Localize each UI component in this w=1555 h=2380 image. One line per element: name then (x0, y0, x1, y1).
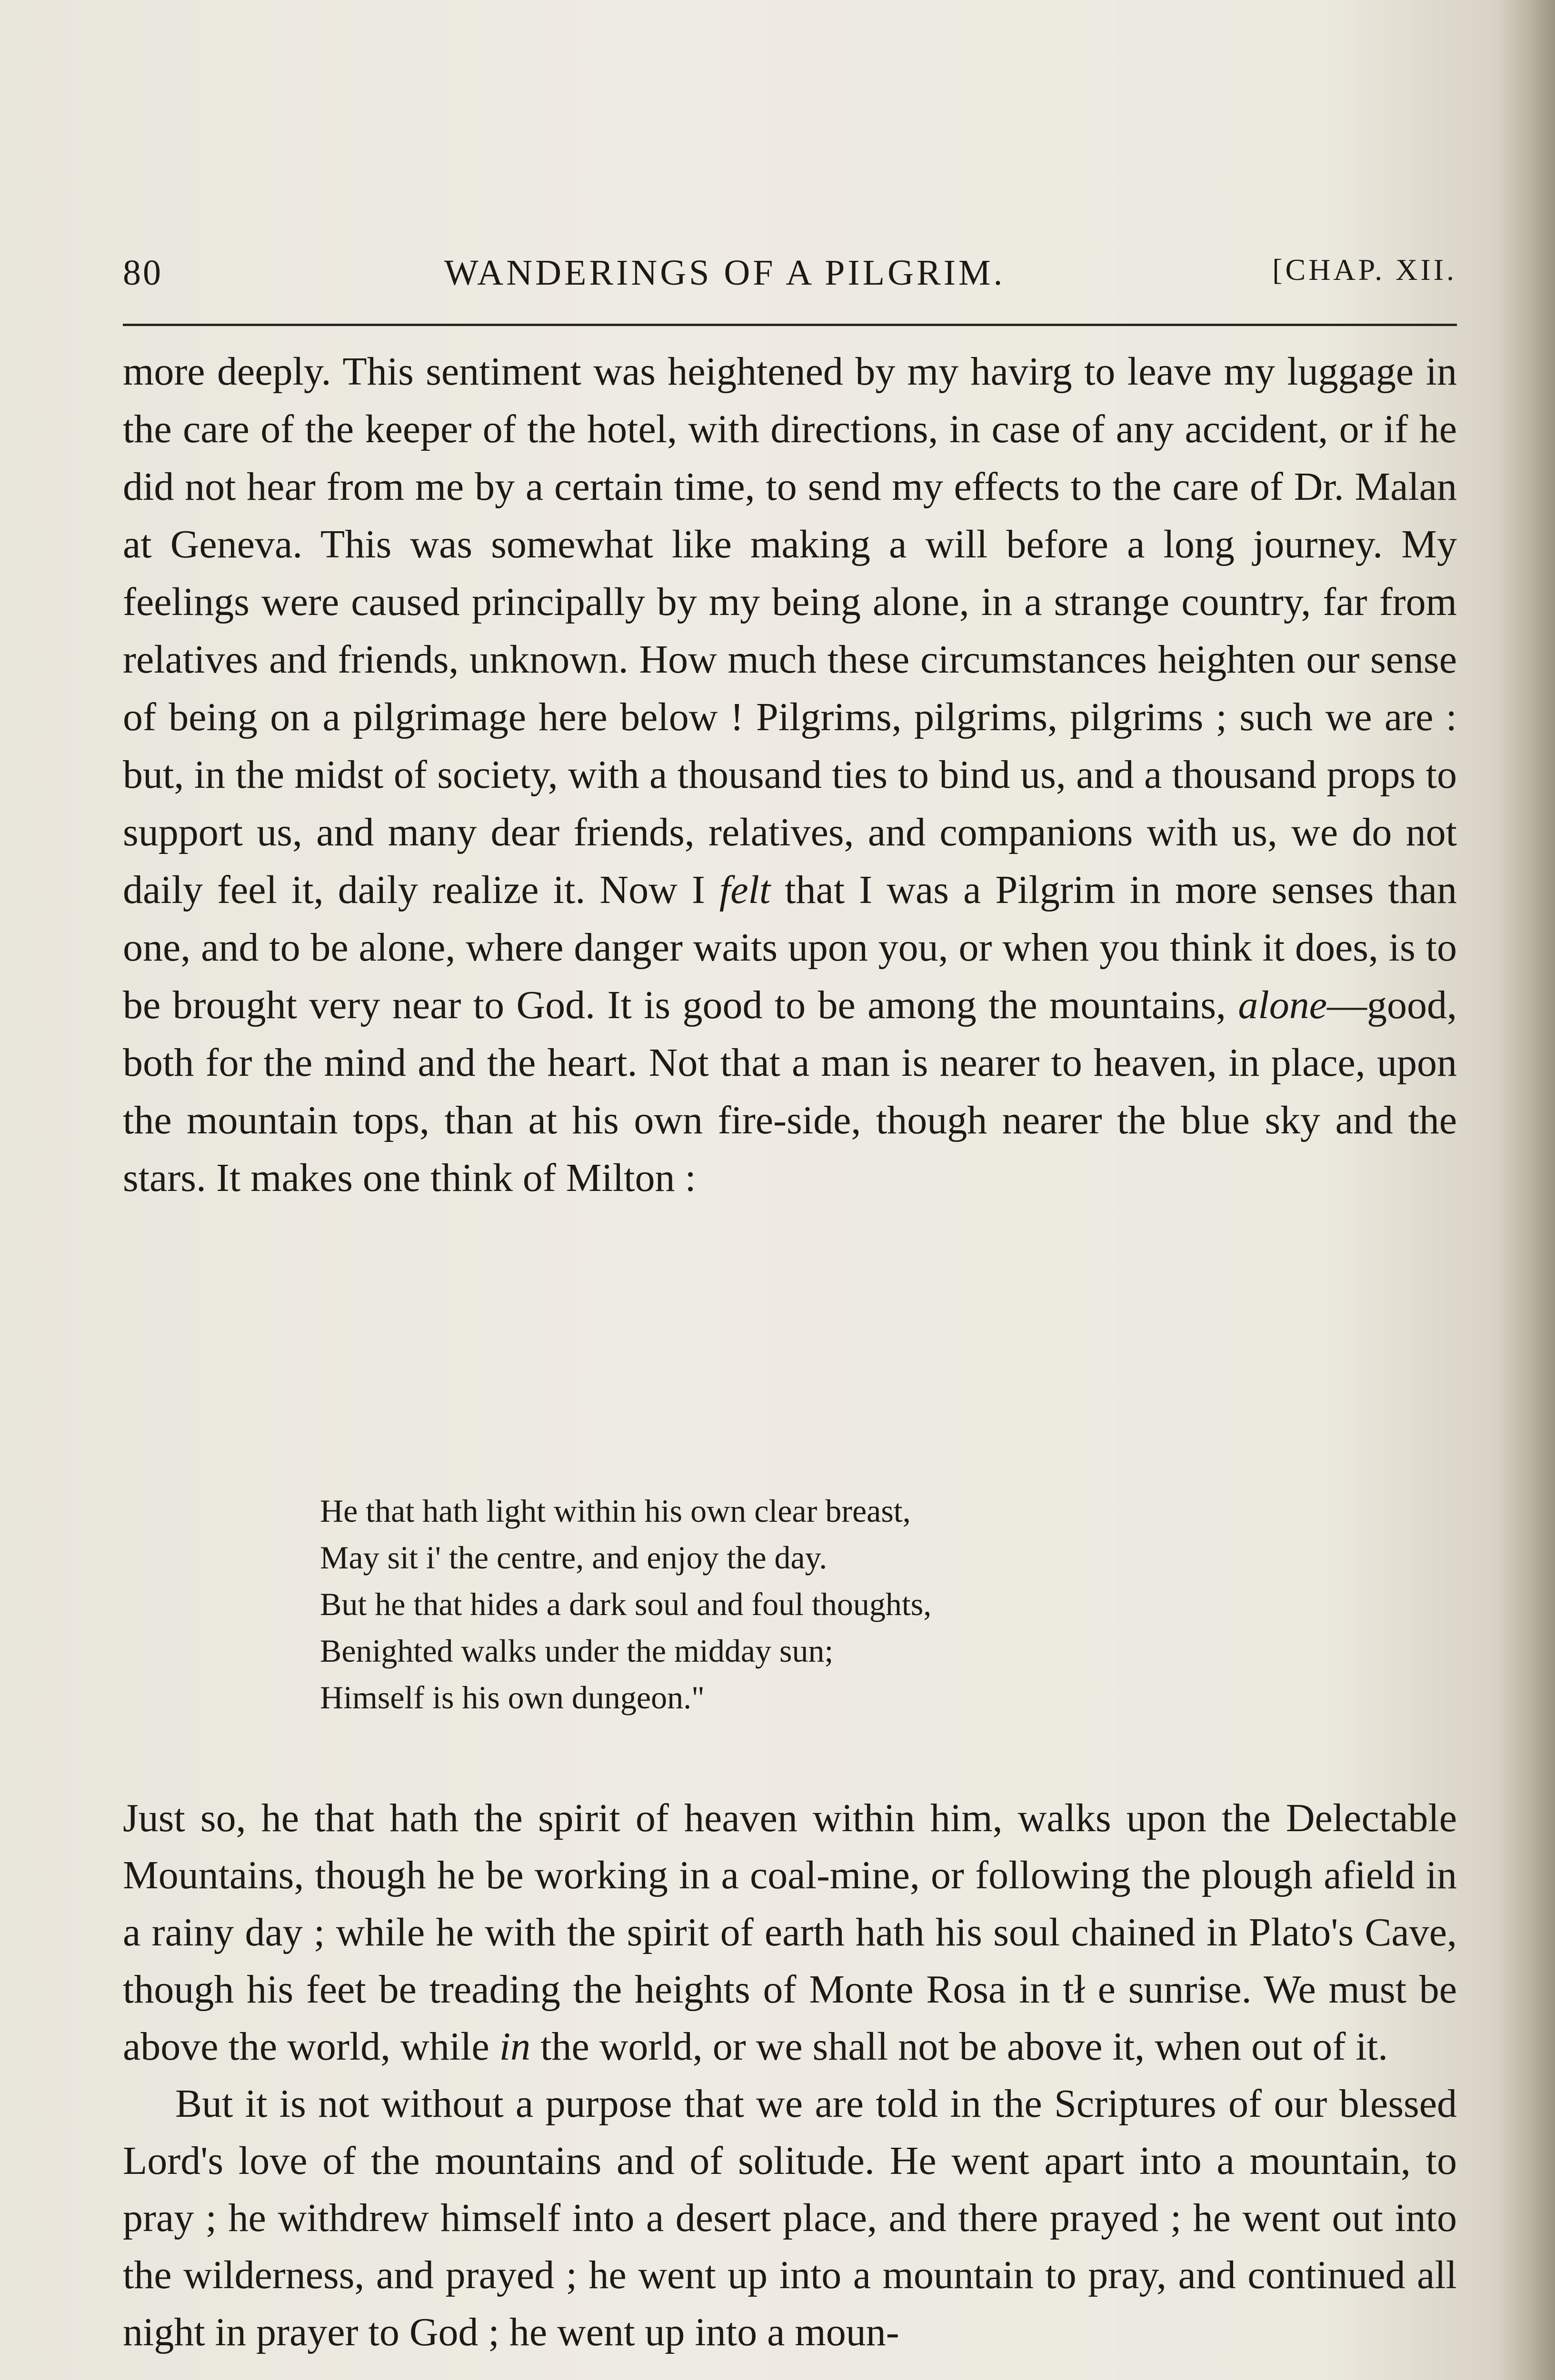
paragraph-1-text-b: that I was a Pilgrim in more senses than one, and to be alone, where danger waits upon you, or when you think it does, is to be brought very near to God. It is good to be among the mountains, (123, 868, 1457, 1027)
header-rule (123, 324, 1457, 326)
paragraph-2-text-a: Just so, he that hath the spirit of heaven within him, walks upon the Delectable Mountains, though he be working in a coal-mine, or following the plough afield in a rainy day ; while he with the spirit of earth hath his soul chained in Plato's Cave, though his feet be treading the heights of Monte Rosa in tł e sunrise. We must be above the world, while (123, 1796, 1457, 2069)
paragraph-2-emphasis-in: in (499, 2024, 531, 2069)
body-text-upper (123, 343, 1457, 1207)
paragraph-1-text-a: more deeply. This sentiment was heightened by my havirg to leave my luggage in the care of the keeper of the hotel, with directions, in case of any accident, or if he did not hear from me by a certain time, to send my effects to the care of Dr. Malan at Geneva. This was somewhat like making a will before a long journey. My feelings were caused principally by my being alone, in a strange country, far from relatives and friends, unknown. How much these circumstances heighten our sense of being on a pilgrimage here below ! Pilgrims, pilgrims, pilgrims ; such we are : but, in the midst of society, with a thousand ties to bind us, and a thousand props to support us, and many dear friends, relatives, and companions with us, we do not daily feel it, daily realize it. Now I (123, 349, 1457, 912)
paragraph-2 (123, 1790, 1457, 2075)
page-gutter-shadow (1498, 0, 1555, 2380)
paragraph-3: But it is not without a purpose that we are told in the Scriptures of our blessed Lord's love of the mountains and of solitude. He went apart into a mountain, to pray ; he withdrew himself into a desert place, and there prayed ; he went out into the wilderness, and prayed ; he went up into a mountain to pray, and continued all night in prayer to God ; he went up into a moun- (123, 2082, 1457, 2354)
verse-line: He that hath light within his own clear breast, (320, 1493, 911, 1529)
verse-quotation (320, 1488, 1272, 1721)
verse-line: May sit i' the centre, and enjoy the day. (320, 1539, 827, 1576)
chapter-mark: [CHAP. XII. (1272, 253, 1457, 287)
paragraph-1-text-c: —good, both for the mind and the heart. Not that a man is nearer to heaven, in place, upon the mountain tops, than at his own fire-side, though nearer the blue sky and the stars. It makes one think of Milton : (123, 983, 1457, 1200)
verse-line: Benighted walks under the midday sun; (320, 1633, 834, 1669)
paragraph-1 (123, 343, 1457, 1207)
verse-line: But he that hides a dark soul and foul thoughts, (320, 1586, 932, 1622)
paragraph-1-emphasis-alone: alone (1238, 983, 1327, 1027)
page-number: 80 (123, 253, 163, 293)
paragraph-1-emphasis-felt: felt (719, 868, 771, 912)
page-header (123, 252, 1457, 305)
verse-line: Himself is his own dungeon." (320, 1679, 705, 1716)
paragraph-2-text-b: the world, or we shall not be above it, when out of it. (530, 2024, 1388, 2069)
running-title: WANDERINGS OF A PILGRIM. (444, 253, 1006, 293)
body-text-lower (123, 1790, 1457, 2361)
